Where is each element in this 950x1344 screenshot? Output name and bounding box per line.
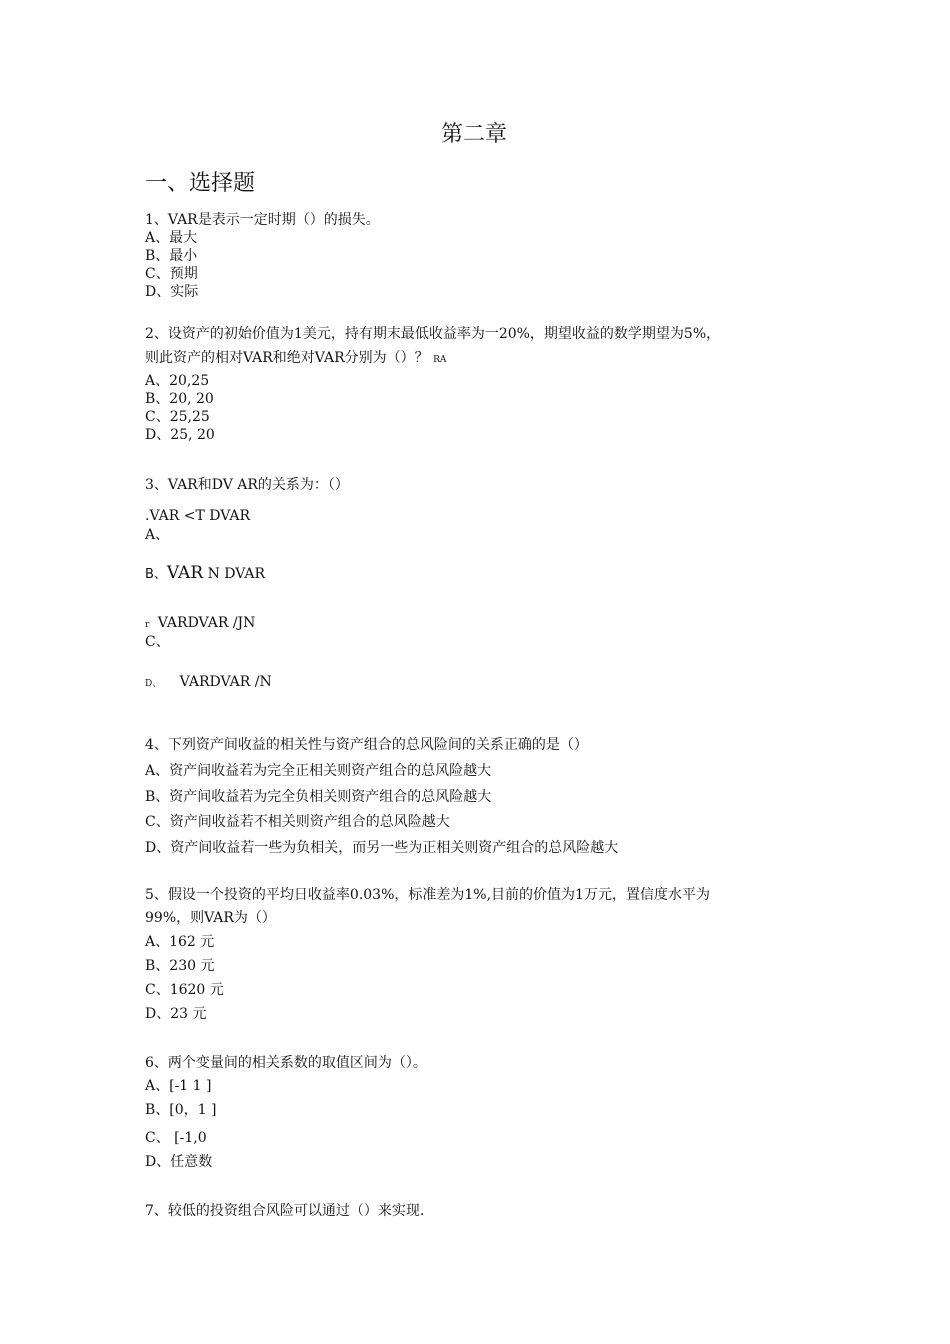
- question-5-option-b: B、230 元: [145, 958, 215, 974]
- question-6-option-d: D、任意数: [145, 1154, 213, 1170]
- question-2-stem-line2: [145, 349, 446, 369]
- question-1-stem: 1、VAR是表示一定时期（）的损失。: [145, 212, 380, 228]
- question-3-option-b: [145, 564, 265, 584]
- question-1-option-b: B、最小: [145, 248, 198, 264]
- question-5-option-d: D、23 元: [145, 1006, 207, 1022]
- question-2-stem-line1: 2、设资产的初始价值为1美元，持有期末最低收益率为一20%，期望收益的数学期望为5%，: [145, 326, 721, 342]
- question-4-option-a: A、资产间收益若为完全正相关则资产组合的总风险越大: [145, 763, 492, 779]
- page-title: 第二章: [441, 122, 508, 147]
- question-1-option-a: A、最大: [145, 230, 198, 246]
- question-7-stem: 7、较低的投资组合风险可以通过（）来实现.: [145, 1203, 425, 1219]
- question-4-option-c: C、资产间收益若不相关则资产组合的总风险越大: [145, 814, 450, 830]
- question-2-option-b: B、20, 20: [145, 391, 214, 407]
- question-3-option-a-formula: .VAR <T DVAR: [145, 508, 251, 524]
- question-3-option-d: [145, 673, 272, 693]
- question-3-option-c-text: VARDVAR /JN: [157, 615, 256, 631]
- question-1-option-c: C、预期: [145, 266, 198, 282]
- question-2-stem-tail: RA: [433, 355, 447, 365]
- question-3-option-b-rest: N DVAR: [207, 566, 266, 582]
- question-2-option-d: D、25, 20: [145, 427, 215, 443]
- question-3-option-c-formula: [145, 614, 255, 634]
- question-3-option-b-var: VAR: [166, 563, 204, 583]
- question-3-stem: 3、VAR和DV AR的关系为：（）: [145, 477, 349, 493]
- question-6-stem: 6、两个变量间的相关系数的取值区间为（）。: [145, 1055, 427, 1071]
- question-6-option-b: B、[0，1 ]: [145, 1102, 217, 1118]
- question-4-option-d: D、资产间收益若一些为负相关，而另一些为正相关则资产组合的总风险越大: [145, 840, 619, 856]
- question-5-stem-line2: 99%，则VAR为（）: [145, 910, 276, 926]
- question-2-option-c: C、25,25: [145, 409, 210, 425]
- question-5-stem-line1: 5、假设一个投资的平均日收益率0.03%，标准差为1%,目前的价值为1万元，置信度水平为: [145, 887, 710, 903]
- section-heading: 一、选择题: [145, 171, 256, 196]
- question-3-option-c-small: r: [145, 620, 150, 630]
- question-3-option-b-label: B、: [145, 567, 167, 582]
- question-5-option-a: A、162 元: [145, 934, 215, 950]
- question-4-stem: 4、下列资产间收益的相关性与资产组合的总风险间的关系正确的是（）: [145, 737, 588, 753]
- question-3-option-d-text: VARDVAR /N: [179, 674, 272, 690]
- question-6-option-a: A、[-1 1 ]: [145, 1078, 212, 1094]
- question-4-option-b: B、资产间收益若为完全负相关则资产组合的总风险越大: [145, 789, 492, 805]
- question-3-option-a-label: A、: [145, 527, 170, 543]
- question-5-option-c: C、1620 元: [145, 982, 224, 998]
- question-3-option-c-label: C、: [145, 634, 170, 650]
- question-3-option-d-label: D、: [145, 679, 162, 689]
- question-6-option-c: C、 [-1,0: [145, 1130, 207, 1146]
- question-2-stem-text: 则此资产的相对VAR和绝对VAR分别为（）？: [145, 350, 429, 366]
- question-1-option-d: D、实际: [145, 284, 199, 300]
- question-2-option-a: A、20,25: [145, 373, 210, 389]
